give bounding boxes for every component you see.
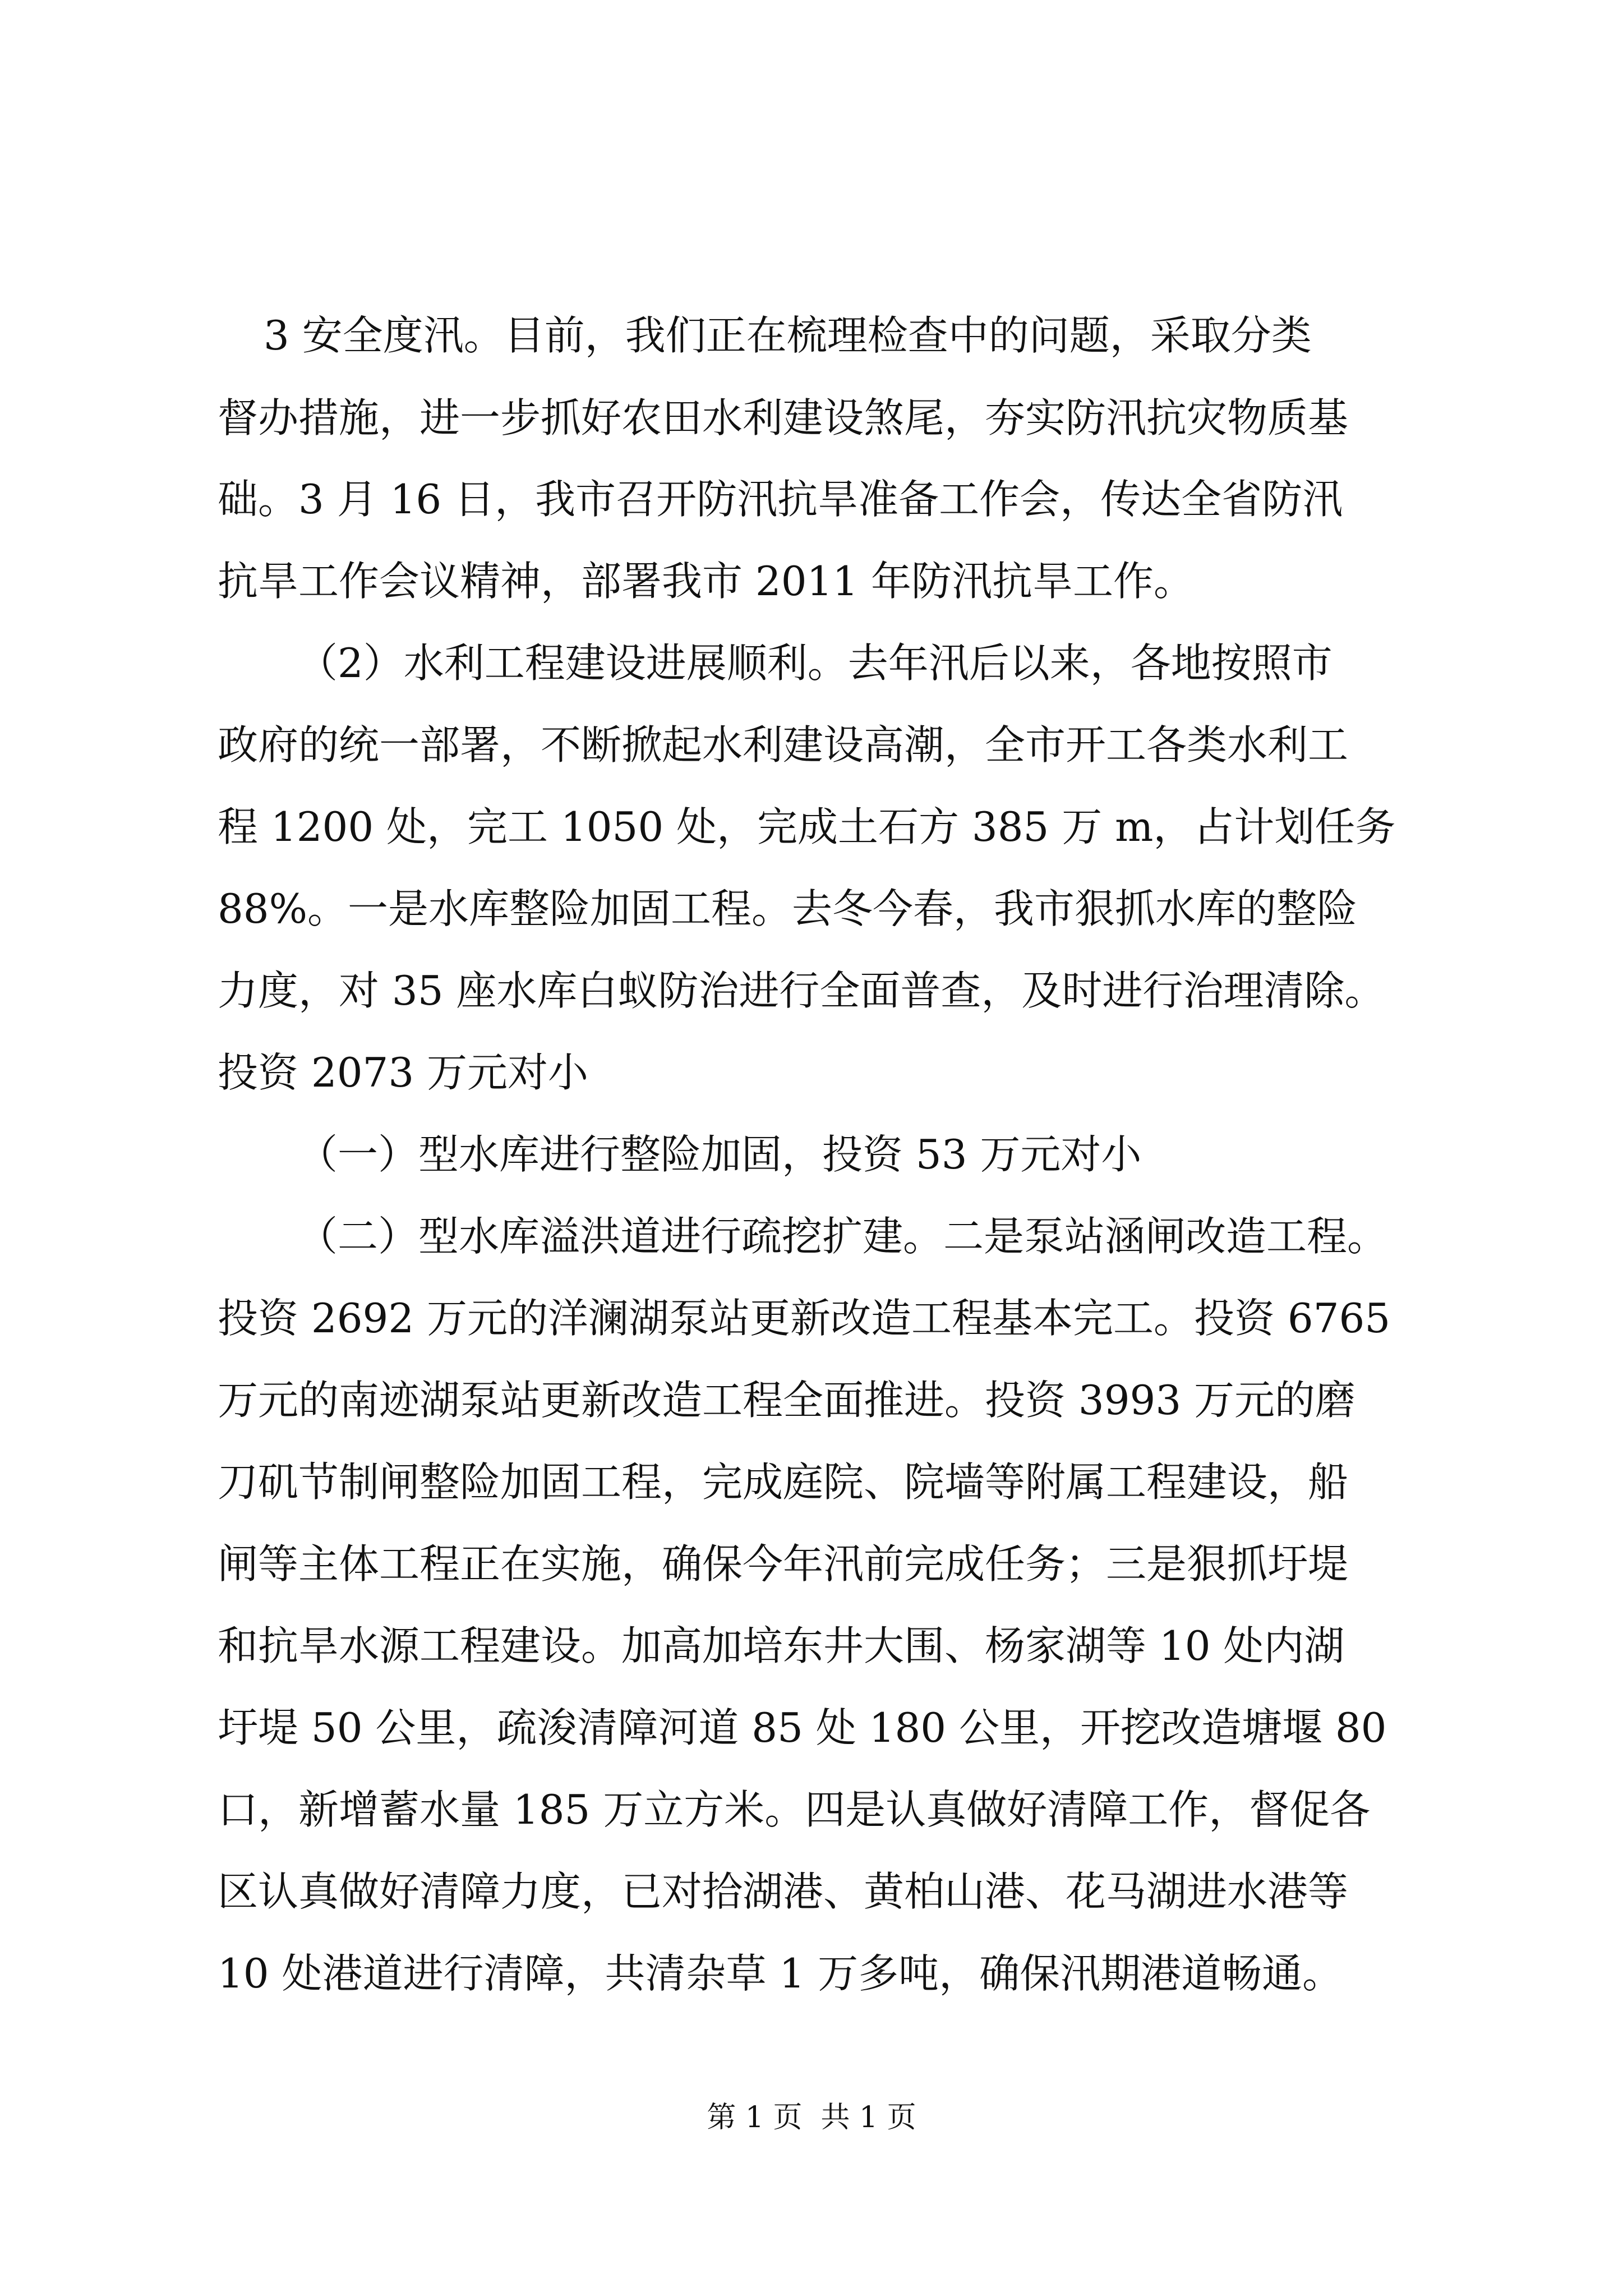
paragraph-line: 和抗旱水源工程建设。加高加培东井大围、杨家湖等 10 处内湖 [218,1622,1345,1669]
paragraph-line: 3 安全度汛。目前，我们正在梳理检查中的问题，采取分类 [264,312,1312,359]
page-number-footer: 第 1 页 共 1 页 [707,2101,916,2134]
paragraph-line: 区认真做好清障力度，已对拾湖港、黄柏山港、花马湖进水港等 [218,1868,1349,1915]
paragraph-line: 投资 2073 万元对小 [218,1049,589,1096]
paragraph-line: 圩堤 50 公里，疏浚清障河道 85 处 180 公里，开挖改造塘堰 80 [218,1704,1387,1751]
paragraph-line: 程 1200 处，完工 1050 处，完成土石方 385 万 m，占计划任务 [218,803,1396,850]
paragraph-line: （2）水利工程建设进展顺利。去年汛后以来，各地按照市 [297,639,1332,687]
paragraph-line: 抗旱工作会议精神，部署我市 2011 年防汛抗旱工作。 [218,558,1195,605]
paragraph-line: 88%。一是水库整险加固工程。去冬今春，我市狠抓水库的整险 [218,885,1358,932]
paragraph-line: 万元的南迹湖泵站更新改造工程全面推进。投资 3993 万元的磨 [218,1377,1356,1424]
paragraph-line: （二）型水库溢洪道进行疏挖扩建。二是泵站涵闸改造工程。 [297,1213,1388,1260]
paragraph-line: 口，新增蓄水量 185 万立方米。四是认真做好清障工作，督促各 [218,1786,1371,1833]
paragraph-line: 础。3 月 16 日，我市召开防汛抗旱准备工作会，传达全省防汛 [218,476,1343,523]
paragraph-line: （一）型水库进行整险加固，投资 53 万元对小 [297,1131,1142,1178]
paragraph-line: 刀矶节制闸整险加固工程，完成庭院、院墙等附属工程建设，船 [218,1458,1349,1506]
paragraph-line: 力度，对 35 座水库白蚁防治进行全面普查，及时进行治理清除。 [218,967,1385,1014]
paragraph-line: 督办措施，进一步抓好农田水利建设煞尾，夯实防汛抗灾物质基 [218,394,1349,441]
paragraph-line: 10 处港道进行清障，共清杂草 1 万多吨，确保汛期港道畅通。 [218,1950,1343,1997]
paragraph-line: 投资 2692 万元的洋澜湖泵站更新改造工程基本完工。投资 6765 [218,1295,1391,1342]
paragraph-line: 政府的统一部署，不断掀起水利建设高潮，全市开工各类水利工 [218,721,1349,769]
paragraph-line: 闸等主体工程正在实施，确保今年汛前完成任务；三是狠抓圩堤 [218,1540,1349,1588]
